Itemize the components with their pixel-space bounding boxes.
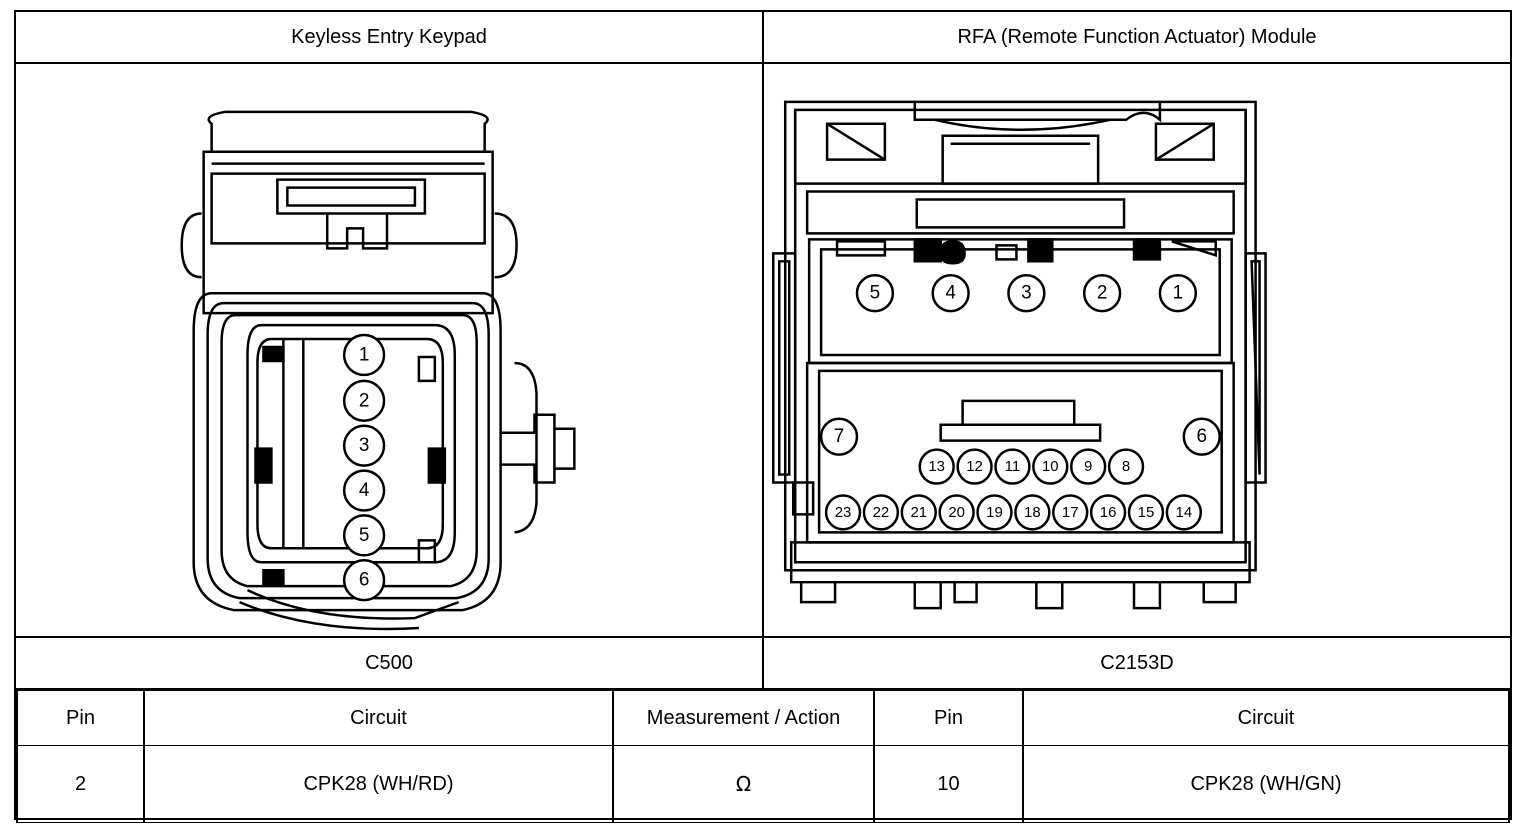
right-pin-5: 5 [869, 282, 881, 304]
header-measurement: Measurement / Action [613, 691, 874, 746]
right-pin-22: 22 [872, 503, 890, 521]
right-pin-16: 16 [1099, 503, 1117, 521]
right-pin-21: 21 [910, 503, 928, 521]
left-pin-3: 3 [358, 435, 370, 457]
right-connector-id: C2153D [1100, 651, 1174, 674]
left-connector-illustration [16, 64, 764, 636]
right-pin-9: 9 [1084, 458, 1093, 476]
right-pin-2: 2 [1096, 282, 1108, 304]
header-circuit-left: Circuit [144, 691, 613, 746]
right-pin-20: 20 [948, 503, 965, 521]
right-pin-4: 4 [945, 282, 956, 304]
right-pin-8: 8 [1121, 458, 1131, 476]
cell-pin-left: 2 [17, 746, 144, 823]
right-pin-6: 6 [1196, 426, 1208, 448]
right-pin-15: 15 [1137, 503, 1155, 521]
connector-image-row [16, 64, 1510, 638]
right-pin-14: 14 [1175, 503, 1193, 521]
right-pin-10: 10 [1041, 458, 1059, 476]
right-pin-17: 17 [1061, 503, 1079, 521]
left-pin-5: 5 [358, 524, 370, 546]
right-pin-1: 1 [1172, 282, 1184, 304]
right-pin-3: 3 [1021, 282, 1032, 304]
left-pin-6: 6 [358, 569, 370, 591]
header-row [16, 12, 1510, 64]
left-pin-4: 4 [358, 480, 370, 502]
cell-circuit-right: CPK28 (WH/GN) [1023, 746, 1509, 823]
left-pin-1: 1 [358, 344, 370, 366]
right-pin-23: 23 [834, 503, 852, 521]
header-pin-right: Pin [874, 691, 1023, 746]
right-pin-13: 13 [928, 458, 946, 476]
left-connector-title: Keyless Entry Keypad [16, 12, 764, 62]
cell-pin-right: 10 [874, 746, 1023, 823]
right-pin-11: 11 [1004, 458, 1021, 476]
header-circuit-right: Circuit [1023, 691, 1509, 746]
table-row [17, 746, 1509, 823]
connector-id-row [16, 638, 1510, 690]
right-connector-illustration [764, 64, 1510, 636]
right-pin-19: 19 [986, 503, 1003, 521]
header-pin-left: Pin [17, 691, 144, 746]
right-pin-12: 12 [966, 458, 983, 476]
right-connector-title: RFA (Remote Function Actuator) Module [957, 25, 1317, 48]
left-pin-2: 2 [358, 390, 370, 412]
right-pin-7: 7 [833, 426, 845, 448]
pin-circuit-table [16, 690, 1510, 818]
left-connector-id: C500 [16, 638, 764, 688]
cell-circuit-left: CPK28 (WH/RD) [144, 746, 613, 823]
cell-measurement-ohm-symbol: Ω [613, 746, 874, 823]
diagram-frame [14, 10, 1512, 820]
table-header-row [17, 691, 1509, 746]
right-pin-18: 18 [1024, 503, 1041, 521]
